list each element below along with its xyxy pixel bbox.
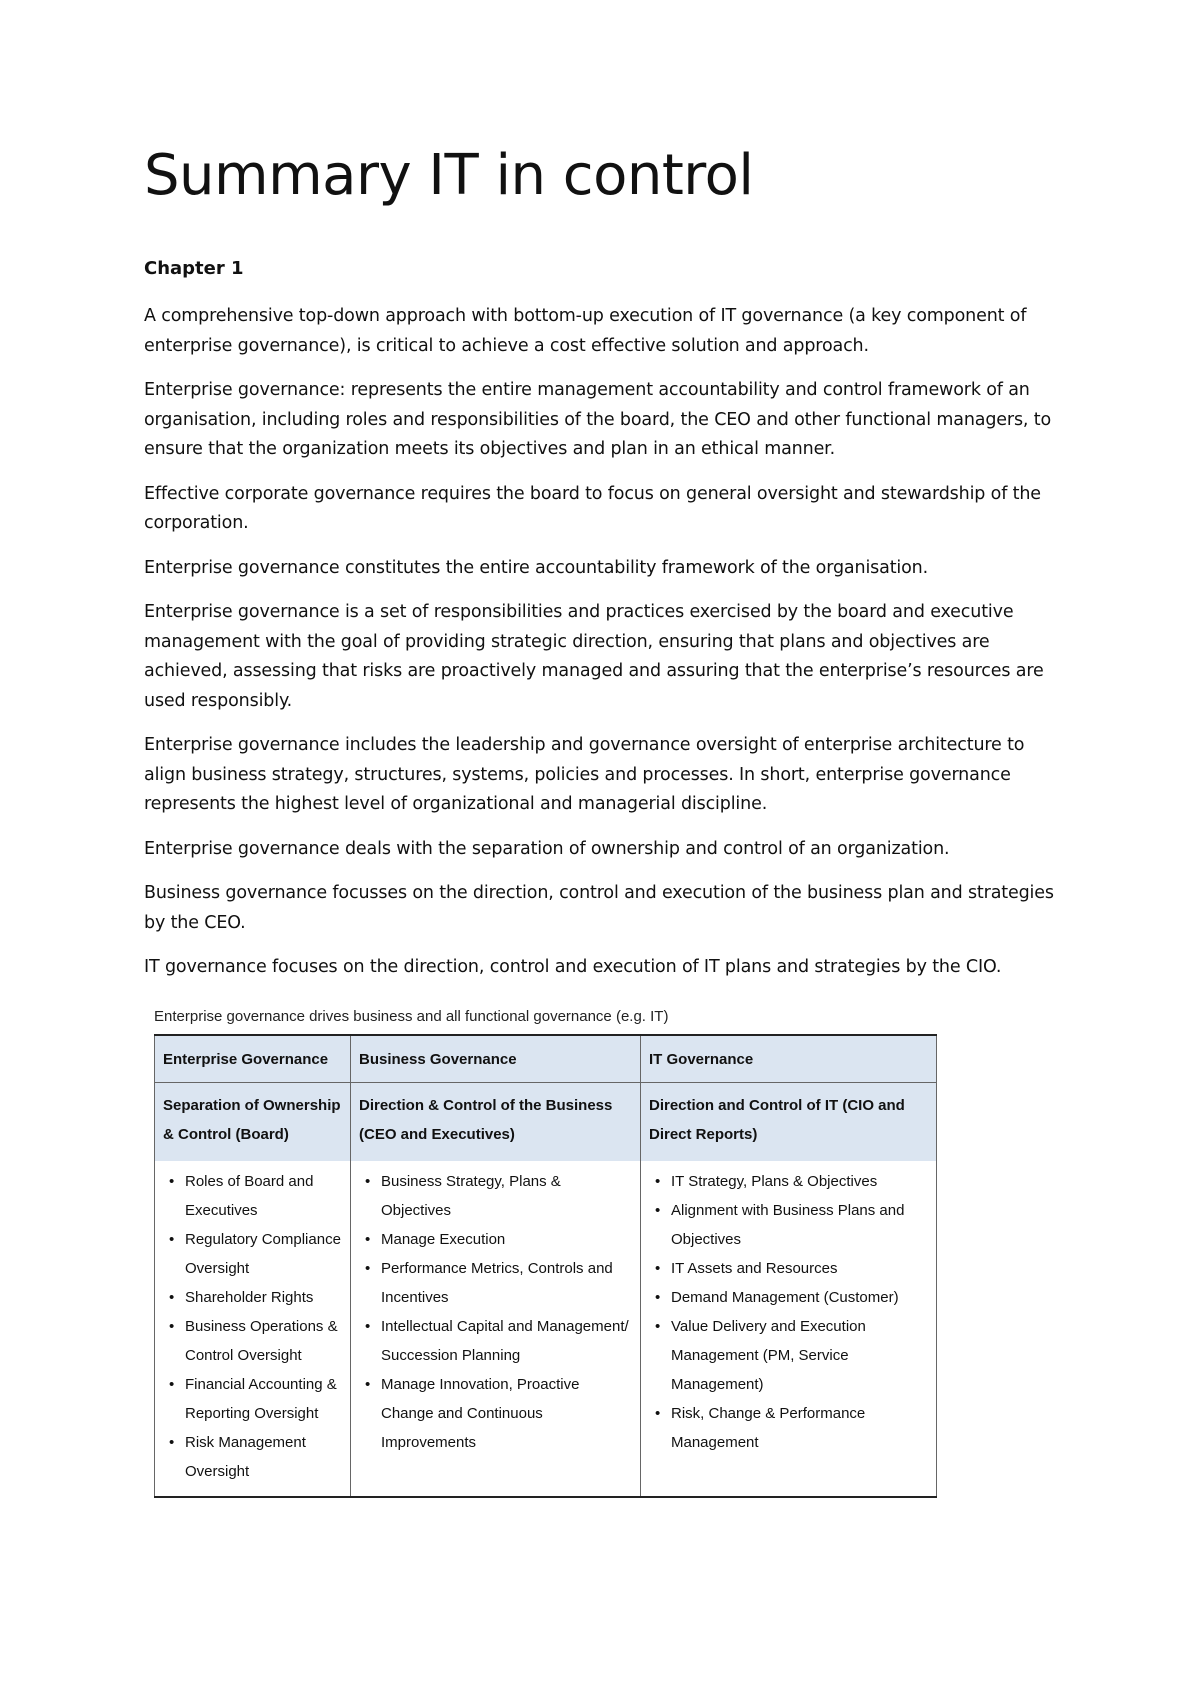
list-item: • Roles of Board and Executives	[185, 1167, 344, 1225]
governance-table	[154, 1034, 937, 1498]
column-subheader: Separation of Ownership & Control (Board)	[155, 1083, 351, 1162]
list-item: • Alignment with Business Plans and Objectives	[671, 1196, 930, 1254]
paragraph: Effective corporate governance requires the board to focus on general oversight and stewardship of the corporation.	[144, 483, 1041, 533]
bullet-list	[359, 1167, 634, 1457]
column-subheader: Direction and Control of IT (CIO and Direct Reports)	[641, 1083, 937, 1162]
bullet-list	[163, 1167, 344, 1486]
paragraph: Enterprise governance deals with the separation of ownership and control of an organization.	[144, 838, 950, 859]
column-list-cell	[641, 1161, 937, 1497]
list-item: • Risk Management Oversight	[185, 1428, 344, 1486]
column-header: IT Governance	[641, 1035, 937, 1083]
column-header: Business Governance	[351, 1035, 641, 1083]
paragraph: IT governance focuses on the direction, control and execution of IT plans and strategies by the CIO.	[144, 957, 1002, 977]
table-list-row	[155, 1161, 937, 1497]
list-item: • Regulatory Compliance Oversight	[185, 1225, 344, 1283]
paragraph: Enterprise governance includes the leadership and governance oversight of enterprise architecture to align business strategy, structures, systems, policies and processes. In short, enterprise governance represents the highest level of organizational and managerial discipline.	[144, 735, 1025, 814]
column-list-cell	[155, 1161, 351, 1497]
paragraph: Enterprise governance: represents the entire management accountability and control framework of an organisation, including roles and responsibilities of the board, the CEO and other functional managers, to ensure that the organization meets its objectives and plan in an ethical manner.	[144, 380, 1052, 459]
list-item: • Financial Accounting & Reporting Oversight	[185, 1370, 344, 1428]
paragraph: Enterprise governance constitutes the entire accountability framework of the organisation.	[144, 557, 929, 578]
list-item: • Business Operations & Control Oversight	[185, 1312, 344, 1370]
figure-caption: Enterprise governance drives business and all functional governance (e.g. IT)	[154, 1008, 669, 1025]
list-item: • Performance Metrics, Controls and Incentives	[381, 1254, 634, 1312]
table-subheader-row	[155, 1083, 937, 1162]
paragraph: Business governance focusses on the direction, control and execution of the business plan and strategies by the CEO.	[144, 883, 1054, 933]
chapter-heading: Chapter 1	[144, 258, 244, 279]
list-item: • Business Strategy, Plans & Objectives	[381, 1167, 634, 1225]
governance-figure	[154, 1006, 936, 1498]
paragraph: Enterprise governance is a set of responsibilities and practices exercised by the board and executive management with the goal of providing strategic direction, ensuring that plans and objectives are achieved, assessing that risks are proactively managed and assuring that the enterprise’s resources are used responsibly.	[144, 602, 1044, 711]
list-item: • IT Assets and Resources	[671, 1254, 930, 1283]
paragraph: A comprehensive top-down approach with bottom-up execution of IT governance (a key component of enterprise governance), is critical to achieve a cost effective solution and approach.	[144, 306, 1027, 356]
document-title: Summary IT in control	[144, 143, 754, 208]
bullet-list	[649, 1167, 930, 1457]
list-item: • IT Strategy, Plans & Objectives	[671, 1167, 930, 1196]
list-item: • Shareholder Rights	[185, 1283, 344, 1312]
list-item: • Demand Management (Customer)	[671, 1283, 930, 1312]
list-item: • Manage Execution	[381, 1225, 634, 1254]
body-text	[144, 302, 1064, 998]
list-item: • Manage Innovation, Proactive Change and Continuous Improvements	[381, 1370, 634, 1457]
list-item: • Value Delivery and Execution Management (PM, Service Management)	[671, 1312, 930, 1399]
list-item: • Risk, Change & Performance Management	[671, 1399, 930, 1457]
column-subheader: Direction & Control of the Business (CEO and Executives)	[351, 1083, 641, 1162]
column-list-cell	[351, 1161, 641, 1497]
column-header: Enterprise Governance	[155, 1035, 351, 1083]
list-item: • Intellectual Capital and Management/ Succession Planning	[381, 1312, 634, 1370]
table-header-row	[155, 1035, 937, 1083]
